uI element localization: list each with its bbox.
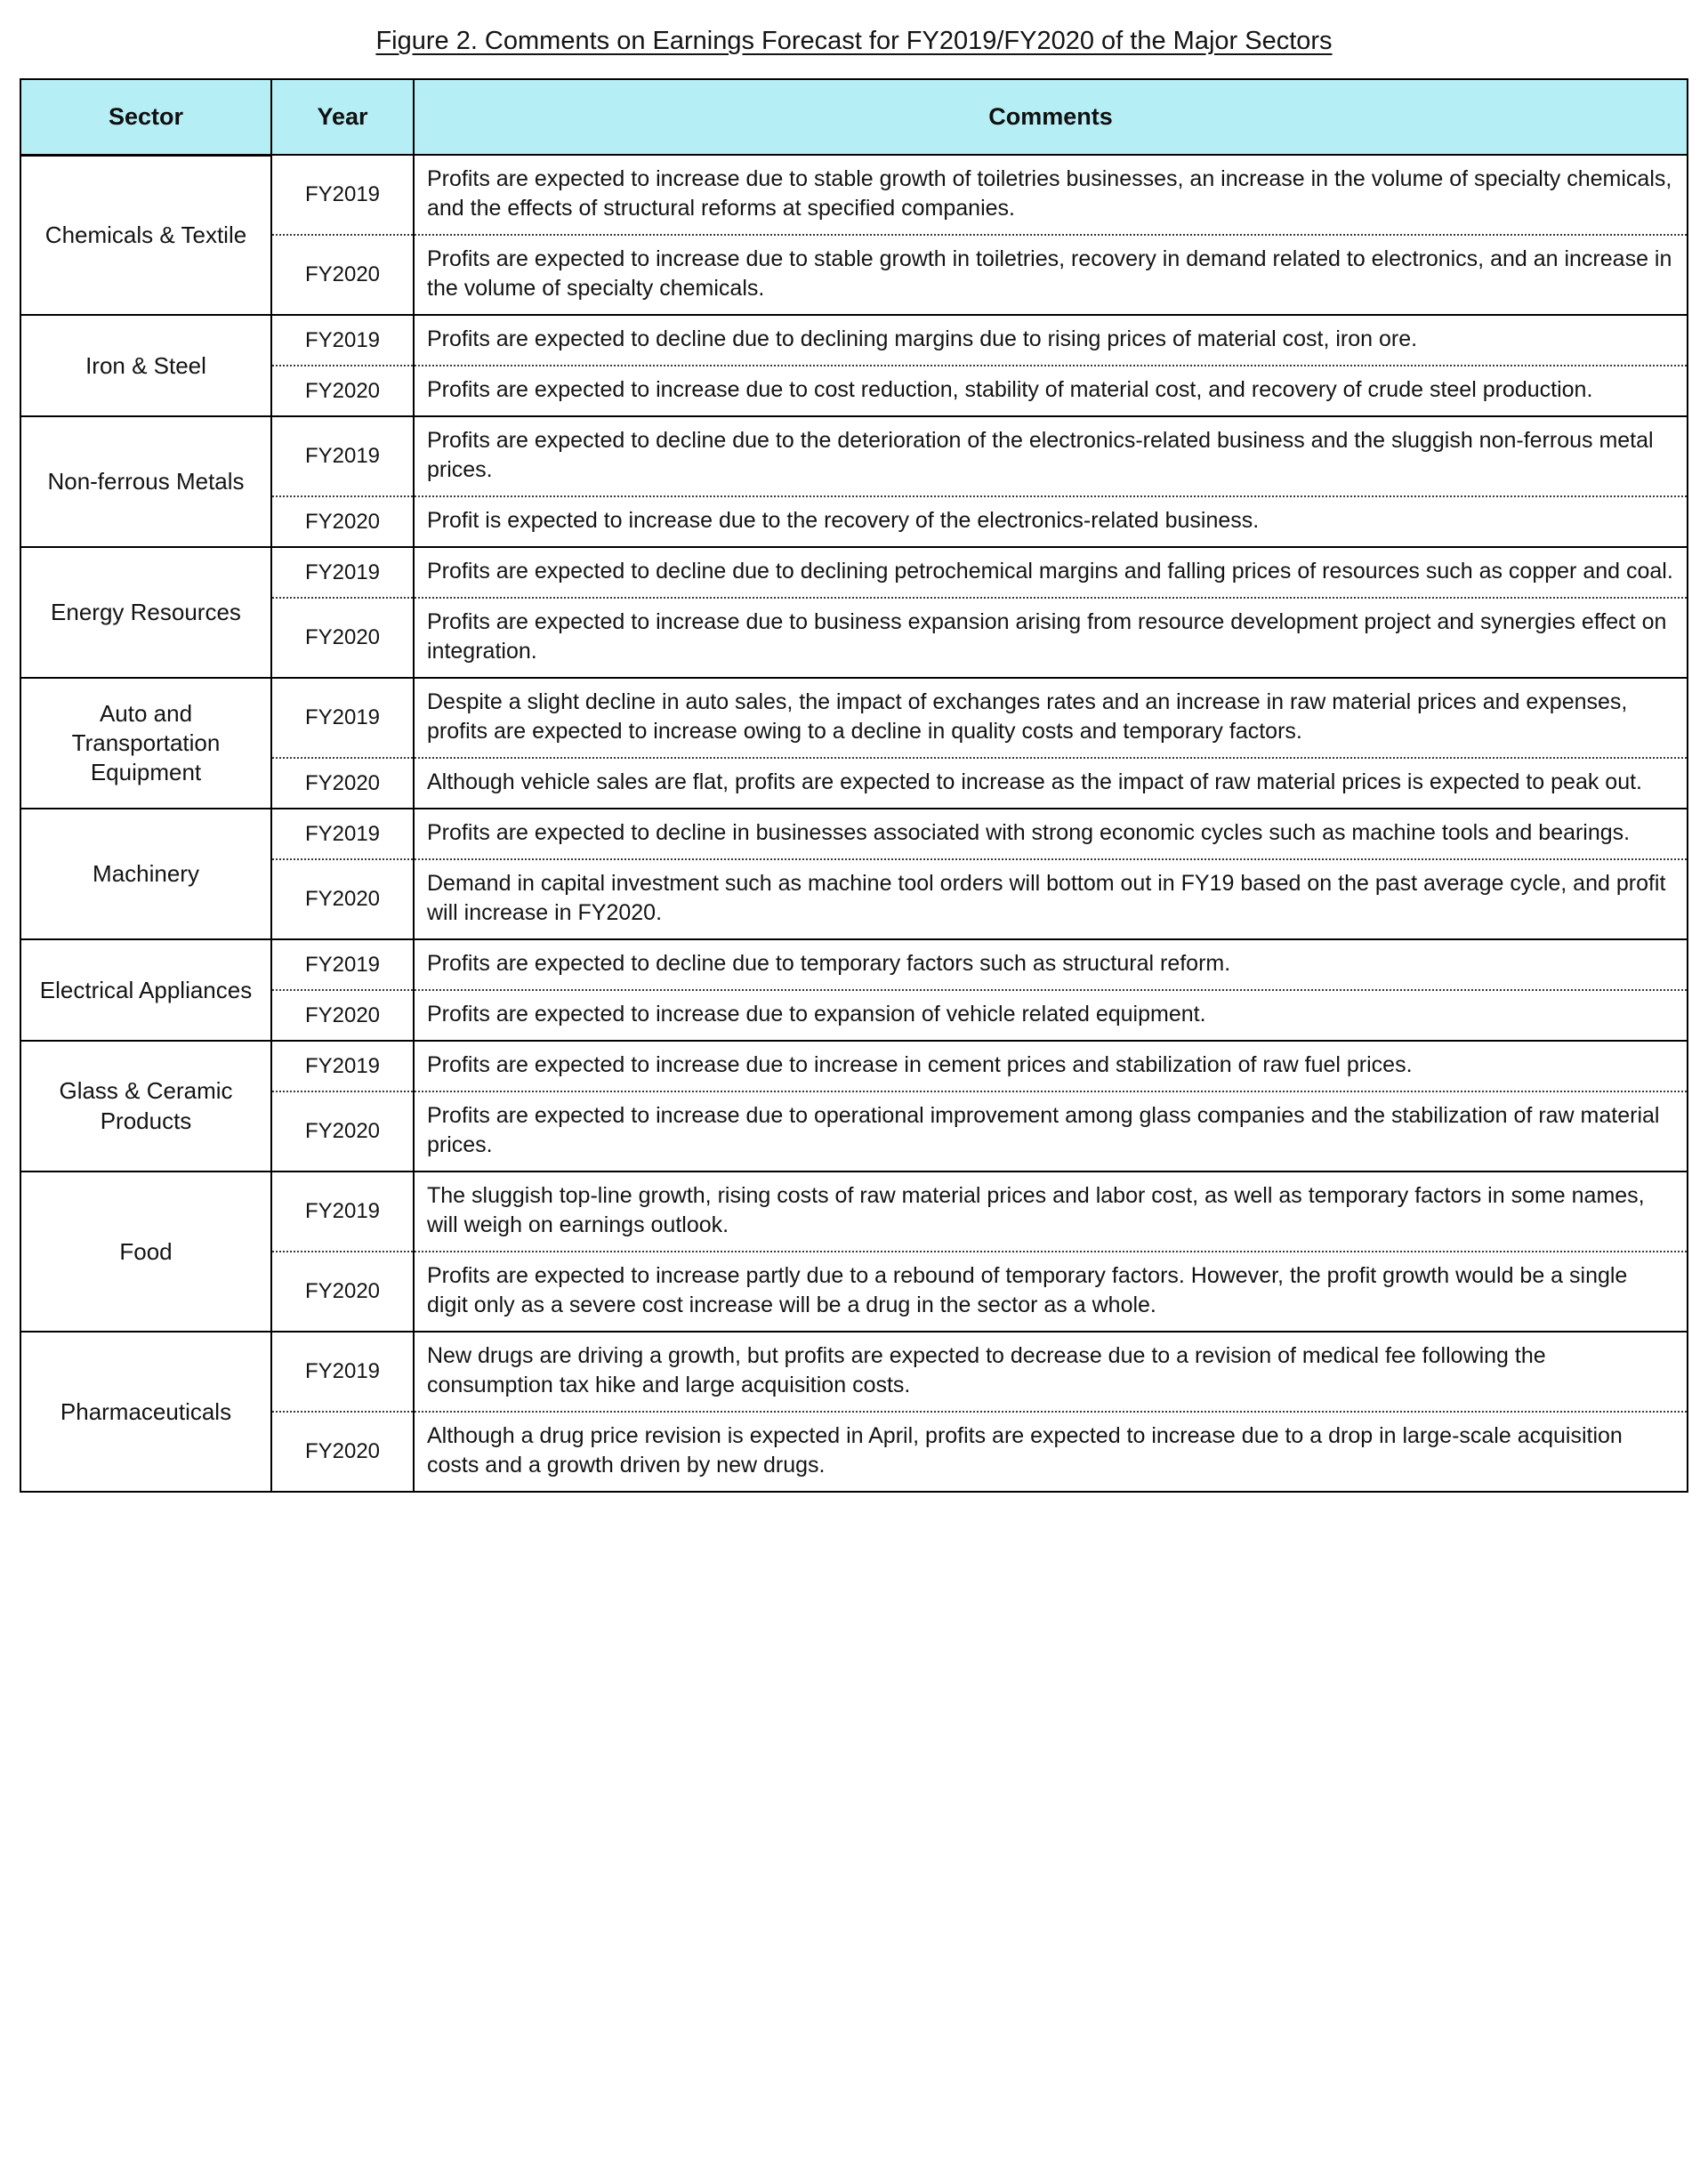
earnings-forecast-table [20,78,1688,1494]
year-cell: FY2020 [271,1412,414,1492]
year-cell: FY2020 [271,1252,414,1332]
sector-cell: Chemicals & Textile [20,155,271,315]
table-row [20,990,1688,1041]
year-cell: FY2020 [271,859,414,939]
sector-cell: Pharmaceuticals [20,1332,271,1492]
sector-cell: Food [20,1172,271,1332]
table-row [20,859,1688,939]
sector-cell: Non-ferrous Metals [20,416,271,547]
year-cell: FY2020 [271,990,414,1041]
year-cell: FY2019 [271,155,414,235]
year-cell: FY2020 [271,598,414,678]
table-header-row [20,79,1688,156]
year-cell: FY2019 [271,1172,414,1252]
table-row [20,547,1688,598]
year-cell: FY2019 [271,315,414,366]
sector-cell: Glass & Ceramic Products [20,1041,271,1172]
table-row [20,1412,1688,1492]
table-row [20,1041,1688,1091]
column-header-year: Year [271,79,414,156]
comment-cell: Profits are expected to increase due to stable growth in toiletries, recovery in demand related to electronics, and an increase in the volume of specialty chemicals. [414,235,1688,315]
table-row [20,1252,1688,1332]
comment-cell: Profits are expected to decline due to the deterioration of the electronics-related business and the sluggish non-ferrous metal prices. [414,416,1688,496]
sector-cell: Auto and Transportation Equipment [20,678,271,809]
figure-title-text: Figure 2. Comments on Earnings Forecast for FY2019/FY2020 of the Major Sectors [375,27,1333,55]
table-row [20,1332,1688,1412]
comment-cell: Profits are expected to increase due to expansion of vehicle related equipment. [414,990,1688,1041]
comment-cell: Profits are expected to decline due to declining petrochemical margins and falling prices of resources such as copper and coal. [414,547,1688,598]
year-cell: FY2020 [271,235,414,315]
table-row [20,939,1688,990]
table-row [20,155,1688,235]
year-cell: FY2019 [271,1041,414,1091]
sector-cell: Electrical Appliances [20,939,271,1041]
comment-cell: Profits are expected to decline in businesses associated with strong economic cycles such as machine tools and bearings. [414,809,1688,859]
sector-cell: Machinery [20,809,271,939]
table-row [20,678,1688,758]
table-body [20,155,1688,1492]
sector-cell: Energy Resources [20,547,271,678]
table-row [20,416,1688,496]
year-cell: FY2020 [271,366,414,416]
comment-cell: Although a drug price revision is expected in April, profits are expected to increase due to a drop in large-scale acquisition costs and a growth driven by new drugs. [414,1412,1688,1492]
comment-cell: The sluggish top-line growth, rising costs of raw material prices and labor cost, as well as temporary factors in some names, will weigh on earnings outlook. [414,1172,1688,1252]
year-cell: FY2019 [271,809,414,859]
table-row [20,235,1688,315]
table-row [20,1172,1688,1252]
comment-cell: Profits are expected to increase due to cost reduction, stability of material cost, and recovery of crude steel production. [414,366,1688,416]
figure-title [20,16,1688,78]
year-cell: FY2020 [271,496,414,547]
comment-cell: Although vehicle sales are flat, profits are expected to increase as the impact of raw material prices is expected to peak out. [414,758,1688,809]
year-cell: FY2019 [271,939,414,990]
column-header-comments: Comments [414,79,1688,156]
table-row [20,598,1688,678]
year-cell: FY2020 [271,758,414,809]
table-row [20,758,1688,809]
year-cell: FY2019 [271,547,414,598]
comment-cell: Profits are expected to decline due to declining margins due to rising prices of material cost, iron ore. [414,315,1688,366]
column-header-sector: Sector [20,79,271,156]
table-row [20,1091,1688,1172]
table-row [20,496,1688,547]
sector-cell: Iron & Steel [20,315,271,416]
comment-cell: Profits are expected to increase due to stable growth of toiletries businesses, an increase in the volume of specialty chemicals, and the effects of structural reforms at specified companies. [414,155,1688,235]
table-row [20,809,1688,859]
table-header [20,79,1688,156]
comment-cell: Despite a slight decline in auto sales, the impact of exchanges rates and an increase in raw material prices and expenses, profits are expected to increase owing to a decline in quality costs and temporary factors. [414,678,1688,758]
year-cell: FY2019 [271,416,414,496]
year-cell: FY2019 [271,678,414,758]
comment-cell: Profits are expected to increase partly due to a rebound of temporary factors. However, the profit growth would be a single digit only as a severe cost increase will be a drug in the sector as a whole. [414,1252,1688,1332]
comment-cell: Profits are expected to decline due to temporary factors such as structural reform. [414,939,1688,990]
comment-cell: Profit is expected to increase due to the recovery of the electronics-related business. [414,496,1688,547]
year-cell: FY2019 [271,1332,414,1412]
comment-cell: New drugs are driving a growth, but profits are expected to decrease due to a revision of medical fee following the consumption tax hike and large acquisition costs. [414,1332,1688,1412]
comment-cell: Profits are expected to increase due to business expansion arising from resource development project and synergies effect on integration. [414,598,1688,678]
comment-cell: Profits are expected to increase due to increase in cement prices and stabilization of raw fuel prices. [414,1041,1688,1091]
year-cell: FY2020 [271,1091,414,1172]
table-row [20,366,1688,416]
table-row [20,315,1688,366]
comment-cell: Profits are expected to increase due to operational improvement among glass companies and the stabilization of raw material prices. [414,1091,1688,1172]
comment-cell: Demand in capital investment such as machine tool orders will bottom out in FY19 based on the past average cycle, and profit will increase in FY2020. [414,859,1688,939]
